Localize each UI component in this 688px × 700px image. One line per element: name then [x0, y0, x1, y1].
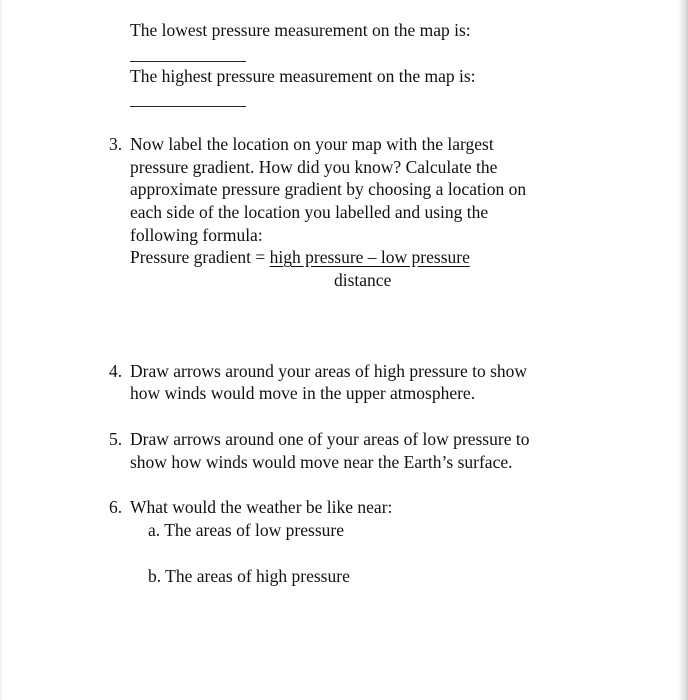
question-6-prompt: What would the weather be like near:	[130, 497, 393, 517]
question-3-line-3: approximate pressure gradient by choosing a location on	[130, 179, 527, 199]
question-3-line-1: Now label the location on your map with the largest	[130, 134, 494, 154]
question-5-number: 5.	[109, 429, 123, 449]
question-4-number: 4.	[109, 361, 123, 381]
formula-numerator: high pressure – low pressure	[269, 247, 470, 267]
lowest-pressure-answer-line[interactable]	[130, 61, 246, 62]
question-6-sub-b: b. The areas of high pressure	[148, 566, 350, 586]
formula-denominator: distance	[334, 270, 392, 290]
highest-pressure-answer-line[interactable]	[130, 106, 246, 107]
question-5-line-2: show how winds would move near the Earth’s surface.	[130, 452, 513, 472]
question-6-number: 6.	[109, 497, 123, 517]
question-6-sub-a: a. The areas of low pressure	[148, 520, 344, 540]
question-3-line-4: each side of the location you labelled and using the	[130, 202, 489, 222]
highest-pressure-prompt: The highest pressure measurement on the map is:	[130, 66, 476, 86]
question-4-line-1: Draw arrows around your areas of high pressure to show	[130, 361, 528, 381]
question-3-number: 3.	[109, 134, 123, 154]
question-4-line-2: how winds would move in the upper atmosphere.	[130, 383, 476, 403]
formula-label: Pressure gradient =	[130, 247, 270, 267]
question-3-line-5: following formula:	[130, 225, 263, 245]
question-5-line-1: Draw arrows around one of your areas of low pressure to	[130, 429, 530, 449]
pressure-gradient-formula	[130, 246, 470, 268]
lowest-pressure-prompt: The lowest pressure measurement on the map is:	[130, 20, 471, 40]
question-3-line-2: pressure gradient. How did you know? Calculate the	[130, 157, 498, 177]
page-right-edge	[678, 0, 688, 700]
page-left-edge	[0, 0, 3, 700]
